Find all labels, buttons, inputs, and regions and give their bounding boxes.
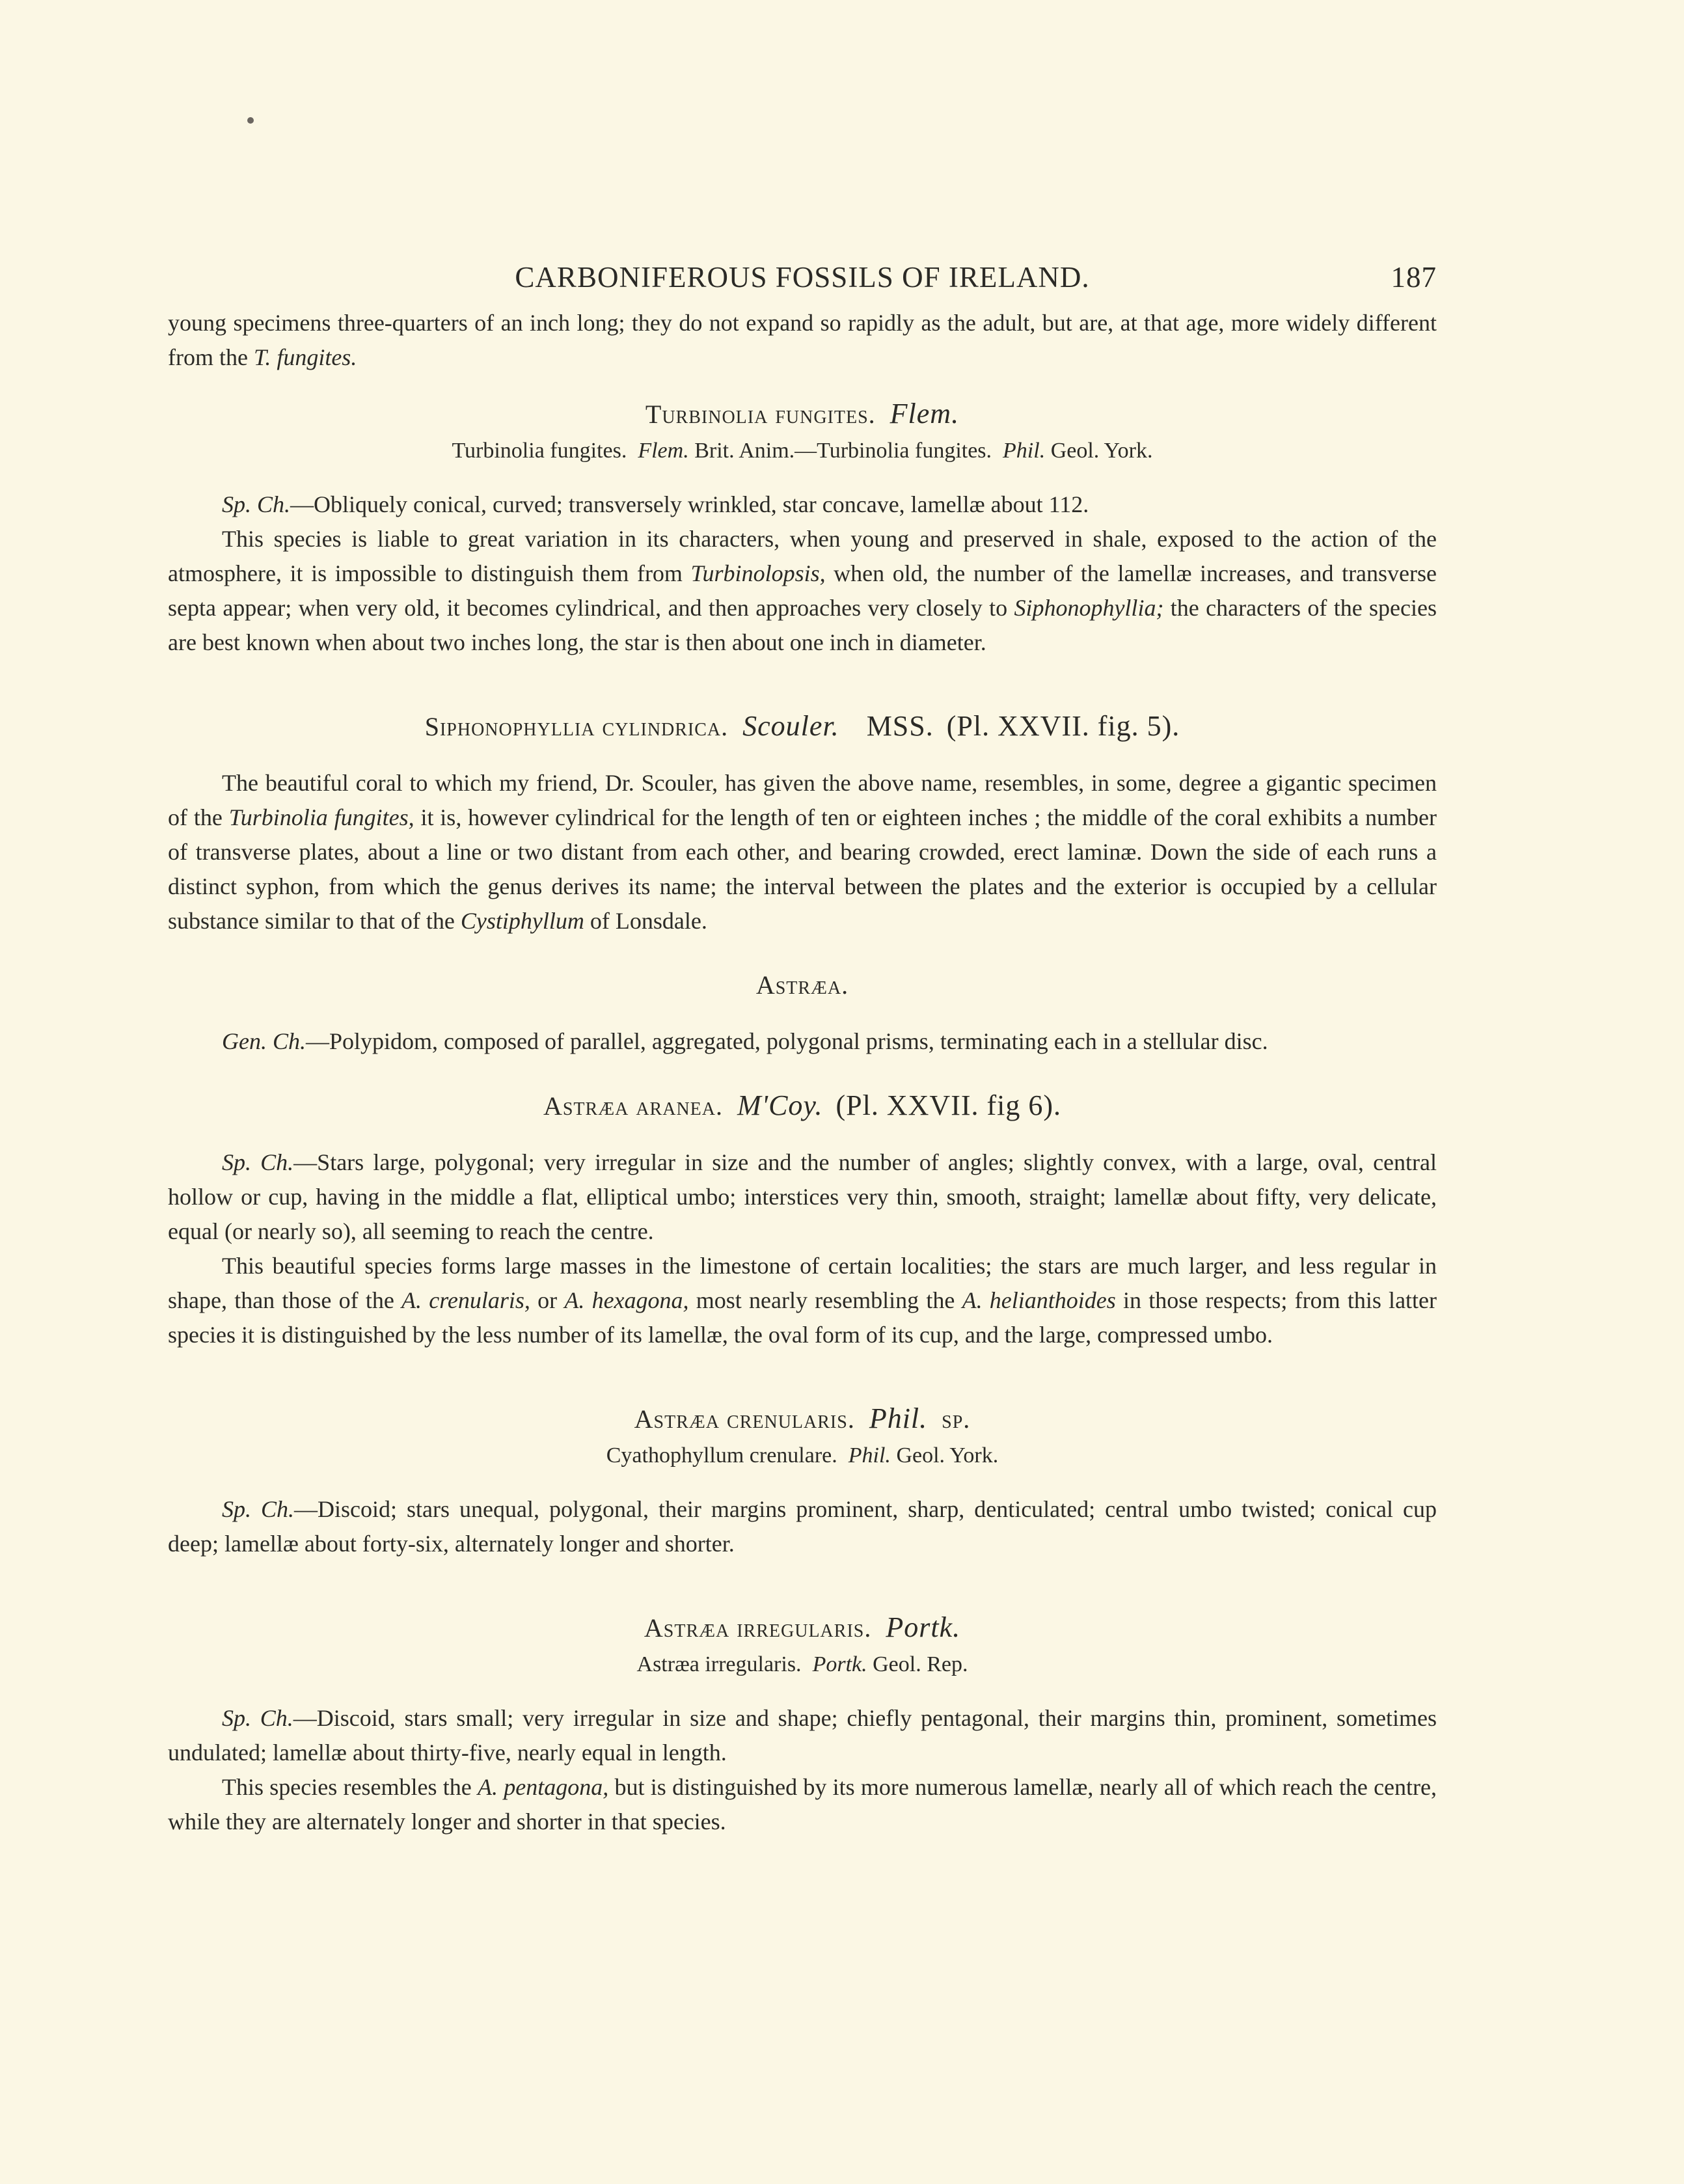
intro-paragraph: young specimens three-quarters of an inch long; they do not expand so rapidly as the adult, but are, at that age, more widely different from the T. fungites.	[168, 310, 1437, 370]
description-turbinolia: This species is liable to great variation in its characters, when young and preserved in shale, exposed to the action of the atmosphere, it is impossible to distinguish them from Turbinolopsis, when old, the number of the lamellæ increases, and transverse septa appear; when very old, it becomes cylindrical, and then approaches very closely to Siphonophyllia; the characters of the species are best known when about two inches long, the star is then about one inch in diameter.	[168, 526, 1437, 655]
synonymy-turbinolia-fungites: Turbinolia fungites. Flem. Brit. Anim.—Turbinolia fungites. Phil. Geol. York.	[452, 439, 1153, 463]
synonymy-crenularis: Cyathophyllum crenulare. Phil. Geol. York.	[606, 1443, 999, 1467]
synonymy-irregularis: Astræa irregularis. Portk. Geol. Rep.	[636, 1652, 968, 1676]
description-irregularis: This species resembles the A. pentagona, but is distinguished by its more numerous lamellæ, nearly all of which reach the centre, while they are alternately longer and shorter in that species.	[168, 1774, 1437, 1835]
specific-characters-turbinolia: Sp. Ch.—Obliquely conical, curved; transversely wrinkled, star concave, lamellæ about 112.	[222, 491, 1089, 517]
specific-characters-irregularis: Sp. Ch.—Discoid, stars small; very irregular in size and shape; chiefly pentagonal, their margins thin, prominent, sometimes undulated; lamellæ about thirty-five, nearly equal in length.	[168, 1705, 1437, 1766]
description-aranea: This beautiful species forms large masses in the limestone of certain localities; the stars are much larger, and less regular in shape, than those of the A. crenularis, or A. hexagona, most nearly resembling the A. helianthoides in those respects; from this latter species it is distinguished by the less number of its lamellæ, the oval form of its cup, and the large, compressed umbo.	[168, 1253, 1437, 1348]
genus-heading-astraea: Astræa.	[755, 970, 849, 1000]
generic-characters-astraea: Gen. Ch.—Polypidom, composed of parallel, aggregated, polygonal prisms, terminating each in a stellular disc.	[222, 1028, 1268, 1054]
species-heading-turbinolia-fungites: Turbinolia fungites. Flem.	[645, 398, 960, 430]
species-heading-siphonophyllia-cylindrica: Siphonophyllia cylindrica. Scouler. MSS. (Pl. XXVII. fig. 5).	[424, 710, 1180, 742]
page	[168, 260, 1437, 1839]
description-siphonophyllia: The beautiful coral to which my friend, Dr. Scouler, has given the above name, resembles, in some, degree a gigantic specimen of the Turbinolia fungites, it is, however cylindrical for the length of ten or eighteen inches ; the middle of the coral exhibits a number of transverse plates, about a line or two distant from each other, and bearing crowded, erect laminæ. Down the side of each runs a distinct syphon, from which the genus derives its name; the interval between the plates and the exterior is occupied by a cellular substance similar to that of the Cystiphyllum of Lonsdale.	[168, 770, 1437, 934]
running-head	[168, 260, 1437, 306]
ink-fleck	[247, 117, 254, 124]
species-heading-astraea-aranea: Astræa aranea. M'Coy. (Pl. XXVII. fig 6).	[543, 1089, 1062, 1121]
running-title: CARBONIFEROUS FOSSILS OF IRELAND.	[515, 261, 1090, 293]
species-heading-astraea-irregularis: Astræa irregularis. Portk.	[644, 1611, 961, 1643]
species-heading-astraea-crenularis: Astræa crenularis. Phil. sp.	[634, 1402, 971, 1434]
specific-characters-aranea: Sp. Ch.—Stars large, polygonal; very irregular in size and the number of angles; slightly convex, with a large, oval, central hollow or cup, having in the middle a flat, elliptical umbo; interstices very thin, smooth, straight; lamellæ about fifty, very delicate, equal (or nearly so), all seeming to reach the centre.	[168, 1149, 1437, 1244]
specific-characters-crenularis: Sp. Ch.—Discoid; stars unequal, polygonal, their margins prominent, sharp, denticulated; central umbo twisted; conical cup deep; lamellæ about forty-six, alternately longer and shorter.	[168, 1496, 1437, 1557]
page-number: 187	[1391, 261, 1437, 293]
